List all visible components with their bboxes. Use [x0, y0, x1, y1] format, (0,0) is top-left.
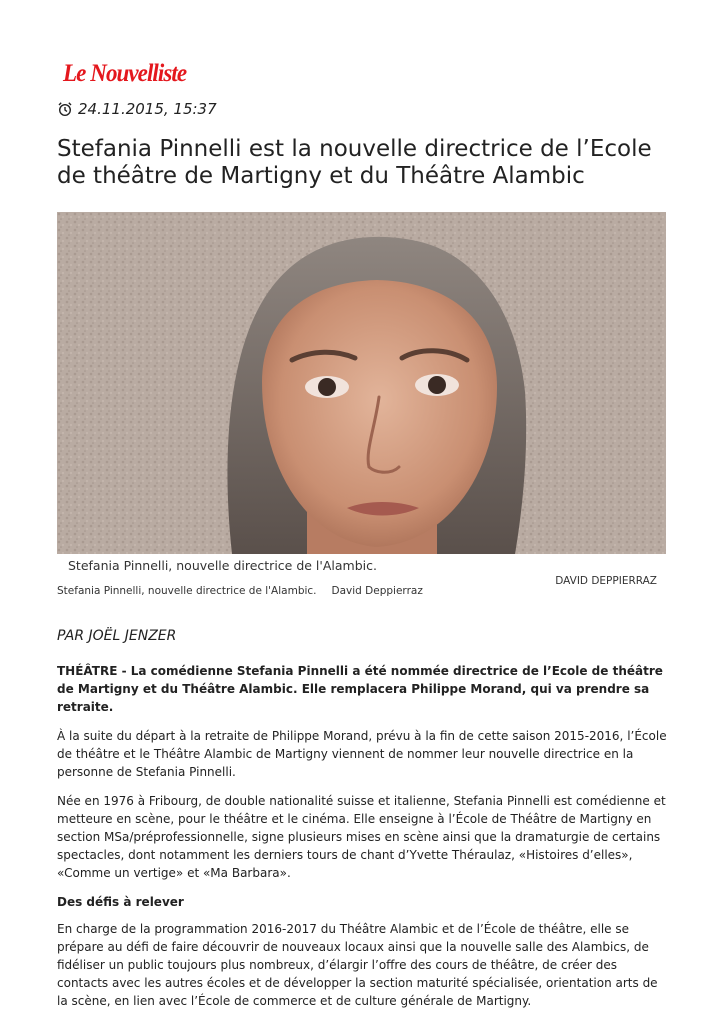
photo-caption-repeat-text: Stefania Pinnelli, nouvelle directrice de l'Alambic. — [57, 585, 317, 597]
paragraph: Née en 1976 à Fribourg, de double nationalité suisse et italienne, Stefania Pinnelli est comédienne et metteure en scène, pour le théâtre et le cinéma. Elle enseigne à l’École de Théâtre de Martigny en section MSa/préprofessionnelle, signe plusieurs mises en scène ainsi que la dramaturgie de certains spectacles, dont notamment les derniers tours de chant d’Yvette Théraulaz, «Histoires d’elles», «Comme un vertige» et «Ma Barbara». — [57, 794, 666, 880]
article-photo — [57, 212, 666, 554]
paragraph: En charge de la programmation 2016-2017 du Théâtre Alambic et de l’École de théâtre, elle se prépare au défi de faire découvrir de nouveaux locaux ainsi que la nouvelle salle des Alambics, de fidéliser un public toujours plus nombreux, d’élargir l’offre des cours de théâtre, de créer des contacts avec les autres écoles et de développer la section maturité spécialisée, orientation arts de la scène, en lien avec l’École de commerce et de culture générale de Martigny. — [57, 922, 658, 1008]
author-byline: PAR JOËL JENZER — [57, 628, 177, 644]
portrait-illustration — [57, 212, 666, 554]
article-title: Stefania Pinnelli est la nouvelle directrice de l’Ecole de théâtre de Martigny et du Théâtre Alambic — [57, 136, 652, 189]
paragraph: À la suite du départ à la retraite de Philippe Morand, prévu à la fin de cette saison 2015-2016, l’École de théâtre et le Théâtre Alambic de Martigny viennent de nommer leur nouvelle directrice en la personne de Stefania Pinnelli. — [57, 729, 667, 779]
site-logo[interactable]: Le Nouvelliste — [63, 60, 187, 87]
photo-credit: DAVID DEPPIERRAZ — [555, 575, 657, 587]
article-lead: THÉÂTRE - La comédienne Stefania Pinnelli a été nommée directrice de l’Ecole de théâtre de Martigny et du Théâtre Alambic. Elle remplacera Philippe Morand, qui va prendre sa retraite. — [57, 664, 663, 714]
photo-caption: Stefania Pinnelli, nouvelle directrice de l'Alambic. — [68, 558, 377, 573]
photo-credit-repeat-text: David Deppierraz — [331, 585, 423, 597]
photo-caption-repeat — [57, 585, 423, 597]
publish-date — [57, 100, 217, 118]
publish-date-text: 24.11.2015, 15:37 — [78, 100, 217, 118]
section-subheading: Des défis à relever — [57, 895, 184, 909]
article-body — [57, 662, 669, 1021]
alarm-clock-icon — [57, 101, 73, 117]
